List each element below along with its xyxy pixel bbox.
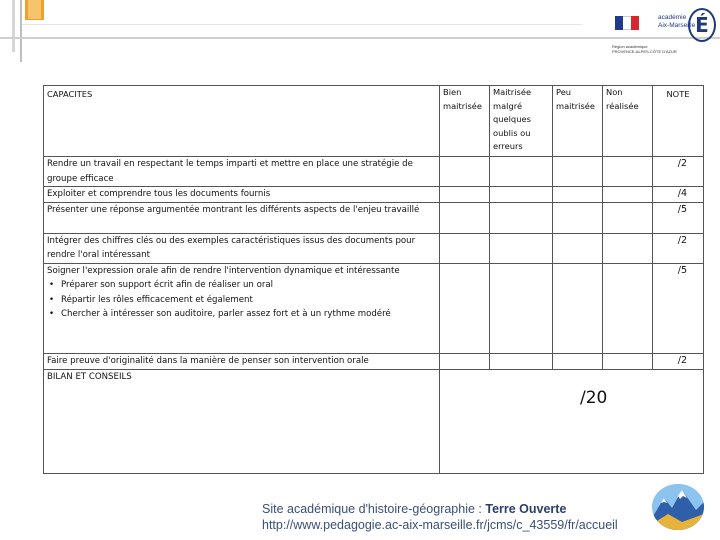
footer-prefix: Site académique d'histoire-géographie : [262,502,486,516]
check-cell[interactable] [440,353,490,369]
table-row [44,187,704,203]
footer-site-name: Terre Ouverte [485,502,567,516]
footer-line-1 [262,501,618,517]
capacity-text: Soigner l'expression orale afin de rendre l'intervention dynamique et intéressante [47,265,400,276]
table-row [44,233,704,263]
capacity-text-with-bullets [44,263,440,353]
french-flag-icon [615,16,639,30]
check-cell[interactable] [490,263,553,353]
footer-url-link[interactable]: http://www.pedagogie.ac-aix-marseille.fr/jcms/c_43559/fr/accueil [262,518,618,532]
check-cell[interactable] [440,187,490,203]
capacity-text: Intégrer des chiffres clés ou des exemples caractéristiques issus des documents pour rendre l'oral intéressant [44,233,440,263]
table-row [44,157,704,187]
header-capacites: CAPACITES [44,86,440,157]
note-value: /2 [653,157,704,187]
bilan-label: BILAN ET CONSEILS [44,369,440,473]
header-row [44,86,704,157]
header-peu-maitrisee: Peu maitrisée [553,86,603,157]
capacity-text: Présenter une réponse argumentée montrant les différents aspects de l'enjeu travaillé [44,202,440,233]
decorative-line [20,0,22,62]
check-cell[interactable] [553,353,603,369]
check-cell[interactable] [440,233,490,263]
footer-text [262,501,618,533]
check-cell[interactable] [553,202,603,233]
check-cell[interactable] [603,353,653,369]
bullet-item: • Préparer son support écrit afin de réaliser un oral [47,278,436,293]
check-cell[interactable] [440,202,490,233]
check-cell[interactable] [490,157,553,187]
terre-ouverte-logo [652,484,704,530]
check-cell[interactable] [490,187,553,203]
check-cell[interactable] [440,157,490,187]
mountain-icon [652,484,704,530]
capacity-text: Faire preuve d'originalité dans la manière de penser son intervention orale [44,353,440,369]
decorative-line [22,24,582,25]
bilan-row [44,369,704,473]
decorative-square [28,0,41,19]
academie-logo [612,8,716,54]
total-score: /20 [580,388,608,408]
table-row [44,263,704,353]
check-cell[interactable] [490,233,553,263]
header-maitrisee-malgre: Maitrisée malgré quelques oublis ou erreurs [490,86,553,157]
header-note: NOTE [653,86,704,157]
bullet-list [47,278,436,322]
check-cell[interactable] [490,353,553,369]
check-cell[interactable] [553,157,603,187]
note-value: /2 [653,233,704,263]
check-cell[interactable] [553,263,603,353]
table-row [44,353,704,369]
check-cell[interactable] [603,187,653,203]
logo-academie-text: académie Aix-Marseille [658,14,696,29]
bullet-item: • Chercher à intéresser son auditoire, parler assez fort et à un rythme modéré [47,307,436,322]
capacity-text: Rendre un travail en respectant le temps imparti et mettre en place une stratégie de groupe efficace [44,157,440,187]
note-value: /5 [653,202,704,233]
table-row [44,202,704,233]
header-bien-maitrisee: Bien maitrisée [440,86,490,157]
note-value: /5 [653,263,704,353]
logo-e-emblem: É [688,8,716,42]
check-cell[interactable] [603,157,653,187]
note-value: /2 [653,353,704,369]
bullet-item: • Répartir les rôles efficacement et également [47,293,436,308]
check-cell[interactable] [603,233,653,263]
note-value: /4 [653,187,704,203]
check-cell[interactable] [603,263,653,353]
logo-region-text: Région académique PROVENCE-ALPES-CÔTE D'AZUR [612,44,677,54]
decorative-line [12,0,15,52]
bilan-area[interactable] [440,369,704,473]
check-cell[interactable] [490,202,553,233]
check-cell[interactable] [553,187,603,203]
check-cell[interactable] [440,263,490,353]
capacity-text: Exploiter et comprendre tous les documents fournis [44,187,440,203]
check-cell[interactable] [553,233,603,263]
check-cell[interactable] [603,202,653,233]
header-non-realisee: Non réalisée [603,86,653,157]
evaluation-grid [43,85,704,474]
